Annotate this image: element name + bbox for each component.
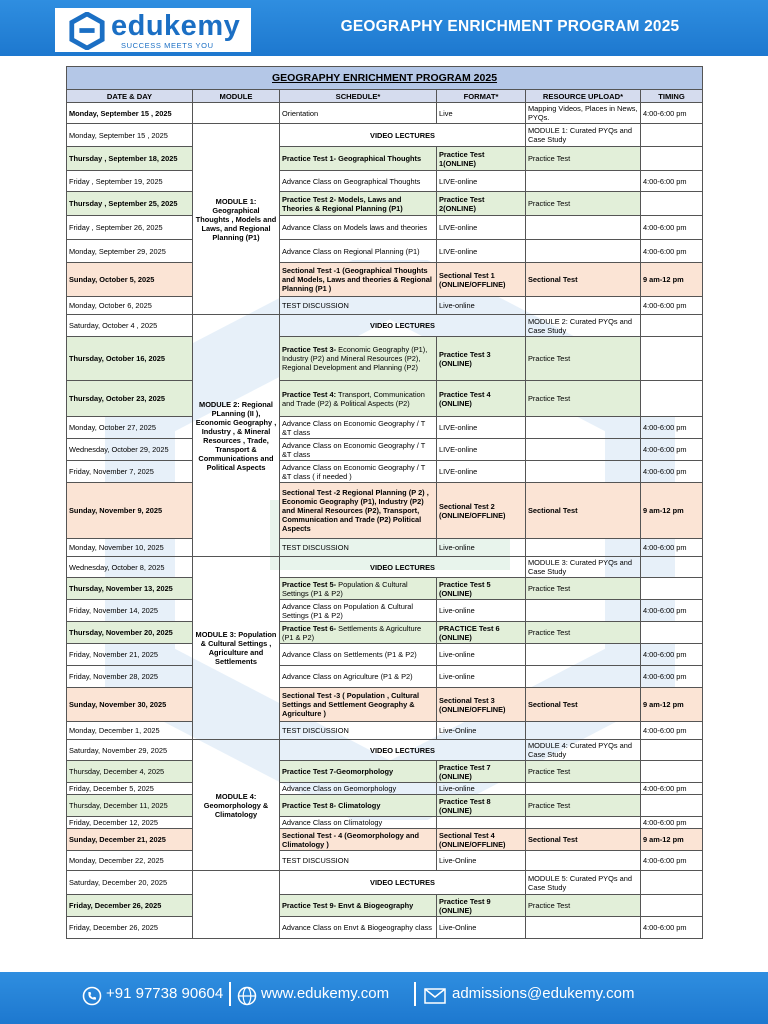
resource-cell: Sectional Test [526, 483, 641, 539]
resource-cell [526, 666, 641, 688]
format-cell: PRACTICE Test 6 (ONLINE) [437, 622, 526, 644]
table-row [67, 851, 703, 871]
footer-divider [229, 982, 231, 1006]
format-cell: LIVE-online [437, 417, 526, 439]
date-cell: Monday, September 15 , 2025 [67, 103, 193, 124]
timing-cell: 4:00-6:00 pm [641, 917, 703, 939]
resource-cell [526, 851, 641, 871]
date-cell: Wednesday, October 29, 2025 [67, 439, 193, 461]
resource-cell: Practice Test [526, 895, 641, 917]
format-cell: Practice Test 4 (ONLINE) [437, 381, 526, 417]
table-row [67, 417, 703, 439]
schedule-cell: TEST DISCUSSION [280, 297, 437, 315]
schedule-cell [280, 622, 437, 644]
timing-cell: 9 am-12 pm [641, 483, 703, 539]
table-row [67, 722, 703, 740]
schedule-text: Population & Cultural Settings (P1 & P2) [282, 579, 408, 598]
timing-cell [641, 740, 703, 761]
table-row [67, 600, 703, 622]
resource-cell: Practice Test [526, 381, 641, 417]
date-cell: Sunday, December 21, 2025 [67, 829, 193, 851]
schedule-cell: VIDEO LECTURES [280, 124, 526, 147]
timing-cell [641, 315, 703, 337]
date-cell: Friday, November 14, 2025 [67, 600, 193, 622]
schedule-cell: Advance Class on Models laws and theories [280, 216, 437, 240]
date-cell: Thursday, December 11, 2025 [67, 795, 193, 817]
resource-cell [526, 461, 641, 483]
table-row [67, 761, 703, 783]
schedule-cell: Practice Test 8- Climatology [280, 795, 437, 817]
schedule-cell [280, 337, 437, 381]
schedule-table [66, 66, 703, 939]
format-cell: Live-online [437, 297, 526, 315]
col-module: MODULE [193, 90, 280, 103]
schedule-cell: VIDEO LECTURES [280, 740, 526, 761]
format-cell: LIVE-online [437, 439, 526, 461]
resource-cell [526, 216, 641, 240]
resource-cell: MODULE 2: Curated PYQs and Case Study [526, 315, 641, 337]
date-cell: Monday, December 22, 2025 [67, 851, 193, 871]
schedule-cell: Sectional Test - 4 (Geomorphology and Climatology ) [280, 829, 437, 851]
timing-cell: 4:00-6:00 pm [641, 216, 703, 240]
module-1-cell: MODULE 1: Geographical Thoughts , Models and Laws, and Regional Planning (P1) [193, 124, 280, 315]
date-cell: Monday, September 29, 2025 [67, 240, 193, 263]
format-cell: Practice Test 8 (ONLINE) [437, 795, 526, 817]
table-row [67, 539, 703, 557]
date-cell: Thursday, December 4, 2025 [67, 761, 193, 783]
table-row [67, 439, 703, 461]
table-row [67, 829, 703, 851]
schedule-cell: Advance Class on Economic Geography / T &T class [280, 417, 437, 439]
mail-icon [424, 988, 446, 1004]
date-cell: Saturday, October 4 , 2025 [67, 315, 193, 337]
timing-cell [641, 895, 703, 917]
timing-cell: 4:00-6:00 pm [641, 722, 703, 740]
schedule-cell: Advance Class on Climatology [280, 817, 437, 829]
timing-cell: 4:00-6:00 pm [641, 539, 703, 557]
resource-cell: MODULE 3: Curated PYQs and Case Study [526, 557, 641, 578]
timing-cell: 9 am-12 pm [641, 829, 703, 851]
header-title: GEOGRAPHY ENRICHMENT PROGRAM 2025 [340, 18, 680, 35]
timing-cell [641, 578, 703, 600]
schedule-cell: Advance Class on Geomorphology [280, 783, 437, 795]
table-row [67, 795, 703, 817]
col-timing: TIMING [641, 90, 703, 103]
table-row [67, 297, 703, 315]
date-cell: Sunday, November 30, 2025 [67, 688, 193, 722]
resource-cell: Practice Test [526, 192, 641, 216]
resource-cell [526, 240, 641, 263]
date-cell: Friday, December 26, 2025 [67, 895, 193, 917]
table-row [67, 644, 703, 666]
format-cell: Practice Test 7 (ONLINE) [437, 761, 526, 783]
logo-tagline: SUCCESS MEETS YOU [121, 41, 214, 50]
table-row [67, 337, 703, 381]
date-cell: Friday, December 5, 2025 [67, 783, 193, 795]
table-row [67, 688, 703, 722]
table-row [67, 483, 703, 539]
header-bar [0, 0, 768, 56]
format-cell: Practice Test 9 (ONLINE) [437, 895, 526, 917]
table-row [67, 557, 703, 578]
table-row [67, 381, 703, 417]
timing-cell: 4:00-6:00 pm [641, 783, 703, 795]
resource-cell [526, 644, 641, 666]
date-cell: Monday, December 1, 2025 [67, 722, 193, 740]
resource-cell: MODULE 5: Curated PYQs and Case Study [526, 871, 641, 895]
resource-cell [526, 417, 641, 439]
format-cell: Live-online [437, 539, 526, 557]
schedule-cell [280, 578, 437, 600]
schedule-cell: Practice Test 2- Models, Laws and Theories & Regional Planning (P1) [280, 192, 437, 216]
date-cell: Friday , September 26, 2025 [67, 216, 193, 240]
schedule-title: Practice Test 3- [282, 345, 337, 354]
module-cell [193, 103, 280, 124]
resource-cell: Practice Test [526, 578, 641, 600]
col-schedule: SCHEDULE* [280, 90, 437, 103]
schedule-cell: Sectional Test -1 (Geographical Thoughts and Models, Laws and theories & Regional Planning (P1 ) [280, 263, 437, 297]
timing-cell [641, 557, 703, 578]
table-row [67, 871, 703, 895]
table-row [67, 103, 703, 124]
resource-cell [526, 817, 641, 829]
format-cell: Live-Online [437, 917, 526, 939]
table-row [67, 216, 703, 240]
resource-cell [526, 439, 641, 461]
schedule-title: Practice Test 5- [282, 579, 337, 589]
resource-cell: Sectional Test [526, 688, 641, 722]
timing-cell [641, 622, 703, 644]
table-row [67, 783, 703, 795]
module-2-cell: MODULE 2: Regional PLanning (II ), Economic Geography , Industry , & Mineral Resources , Trade, Transport & Communications and Political Aspects [193, 315, 280, 557]
date-cell: Friday, November 28, 2025 [67, 666, 193, 688]
timing-cell [641, 795, 703, 817]
table-row [67, 740, 703, 761]
date-cell: Friday, December 26, 2025 [67, 917, 193, 939]
schedule-cell: VIDEO LECTURES [280, 315, 526, 337]
footer-divider [414, 982, 416, 1006]
format-cell: Live-online [437, 600, 526, 622]
format-cell [437, 817, 526, 829]
resource-cell [526, 722, 641, 740]
table-row [67, 817, 703, 829]
schedule-cell: Sectional Test -3 ( Population , Cultural Settings and Settlement Geography & Agriculture ) [280, 688, 437, 722]
timing-cell: 4:00-6:00 pm [641, 644, 703, 666]
table-row [67, 622, 703, 644]
schedule-cell: TEST DISCUSSION [280, 851, 437, 871]
timing-cell: 4:00-6:00 pm [641, 600, 703, 622]
schedule-cell: Advance Class on Economic Geography / T &T class ( if needed ) [280, 461, 437, 483]
date-cell: Thursday, November 13, 2025 [67, 578, 193, 600]
schedule-cell: Practice Test 1- Geographical Thoughts [280, 147, 437, 171]
resource-cell: Sectional Test [526, 829, 641, 851]
table-row [67, 240, 703, 263]
timing-cell: 4:00-6:00 pm [641, 171, 703, 192]
resource-cell: Practice Test [526, 761, 641, 783]
timing-cell [641, 124, 703, 147]
format-cell: Live-online [437, 783, 526, 795]
schedule-cell: Sectional Test -2 Regional Planning (P 2) , Economic Geography (P1), Industry (P2) and Mineral Resources (P2), Transport, Communication and Trade (P2) Political Aspects [280, 483, 437, 539]
date-cell: Friday, November 21, 2025 [67, 644, 193, 666]
table-row [67, 461, 703, 483]
date-cell: Thursday, October 23, 2025 [67, 381, 193, 417]
table-row [67, 666, 703, 688]
table-row [67, 895, 703, 917]
table-row [67, 578, 703, 600]
date-cell: Monday, November 10, 2025 [67, 539, 193, 557]
resource-cell: MODULE 1: Curated PYQs and Case Study [526, 124, 641, 147]
date-cell: Monday, October 6, 2025 [67, 297, 193, 315]
timing-cell: 9 am-12 pm [641, 688, 703, 722]
format-cell: Practice Test 5 (ONLINE) [437, 578, 526, 600]
footer-website[interactable]: www.edukemy.com [261, 985, 390, 1002]
table-row [67, 917, 703, 939]
schedule-cell: Advance Class on Envt & Biogeography class [280, 917, 437, 939]
schedule-cell: TEST DISCUSSION [280, 722, 437, 740]
globe-icon [237, 986, 257, 1006]
col-format: FORMAT* [437, 90, 526, 103]
format-cell: Live-online [437, 644, 526, 666]
table-row [67, 315, 703, 337]
date-cell: Sunday, November 9, 2025 [67, 483, 193, 539]
logo[interactable] [55, 8, 251, 52]
date-cell: Monday, September 15 , 2025 [67, 124, 193, 147]
module-5-cell [193, 871, 280, 939]
resource-cell [526, 539, 641, 557]
table-header-row [67, 90, 703, 103]
timing-cell: 4:00-6:00 pm [641, 103, 703, 124]
table-row [67, 192, 703, 216]
schedule-cell: Advance Class on Settlements (P1 & P2) [280, 644, 437, 666]
format-cell: Live [437, 103, 526, 124]
format-cell: Sectional Test 4 (ONLINE/OFFLINE) [437, 829, 526, 851]
resource-cell: MODULE 4: Curated PYQs and Case Study [526, 740, 641, 761]
format-cell: LIVE-online [437, 461, 526, 483]
resource-cell: Sectional Test [526, 263, 641, 297]
schedule-cell: Advance Class on Regional Planning (P1) [280, 240, 437, 263]
schedule-cell: Practice Test 9- Envt & Biogeography [280, 895, 437, 917]
schedule-title: Practice Test 4: [282, 389, 337, 399]
date-cell: Thursday , September 18, 2025 [67, 147, 193, 171]
format-cell: Practice Test 1(ONLINE) [437, 147, 526, 171]
table-row [67, 147, 703, 171]
date-cell: Friday , September 19, 2025 [67, 171, 193, 192]
edukemy-logo-icon [68, 12, 106, 50]
module-4-cell: MODULE 4: Geomorphology & Climatology [193, 740, 280, 871]
schedule-cell: Advance Class on Economic Geography / T &T class [280, 439, 437, 461]
table-row [67, 171, 703, 192]
schedule-text: Economic Geography (P1), Industry (P2) and Mineral Resources (P2), Regional Development and Planning (P2) [282, 345, 428, 372]
schedule-text: Transport, Communication and Trade (P2) & Political Aspects (P2) [282, 389, 425, 408]
footer-phone[interactable]: +91 97738 90604 [106, 985, 224, 1002]
format-cell: LIVE-online [437, 240, 526, 263]
timing-cell: 4:00-6:00 pm [641, 817, 703, 829]
schedule-table-container [66, 66, 702, 939]
schedule-cell: Orientation [280, 103, 437, 124]
date-cell: Friday, November 7, 2025 [67, 461, 193, 483]
phone-icon [82, 986, 102, 1006]
timing-cell [641, 192, 703, 216]
col-resource: RESOURCE UPLOAD* [526, 90, 641, 103]
timing-cell [641, 147, 703, 171]
timing-cell: 4:00-6:00 pm [641, 461, 703, 483]
resource-cell: Practice Test [526, 622, 641, 644]
module-3-cell: MODULE 3: Population & Cultural Settings , Agriculture and Settlements [193, 557, 280, 740]
format-cell: Live-Online [437, 722, 526, 740]
schedule-cell: Advance Class on Agriculture (P1 & P2) [280, 666, 437, 688]
timing-cell: 4:00-6:00 pm [641, 417, 703, 439]
schedule-cell: Practice Test 7-Geomorphology [280, 761, 437, 783]
footer-bar [0, 972, 768, 1024]
timing-cell: 4:00-6:00 pm [641, 851, 703, 871]
resource-cell: Practice Test [526, 795, 641, 817]
table-row [67, 124, 703, 147]
format-cell: Practice Test 3 (ONLINE) [437, 337, 526, 381]
schedule-text: Settlements & Agriculture (P1 & P2) [282, 623, 422, 642]
schedule-cell: TEST DISCUSSION [280, 539, 437, 557]
format-cell: Live-Online [437, 851, 526, 871]
resource-cell: Practice Test [526, 147, 641, 171]
timing-cell [641, 871, 703, 895]
resource-cell: Mapping Videos, Places in News, PYQs. [526, 103, 641, 124]
resource-cell [526, 600, 641, 622]
resource-cell [526, 297, 641, 315]
timing-cell [641, 761, 703, 783]
timing-cell [641, 381, 703, 417]
format-cell: Sectional Test 3 (ONLINE/OFFLINE) [437, 688, 526, 722]
logo-text: edukemy [111, 10, 241, 42]
format-cell: LIVE-online [437, 171, 526, 192]
table-title: GEOGRAPHY ENRICHMENT PROGRAM 2025 [67, 67, 703, 90]
date-cell: Thursday , September 25, 2025 [67, 192, 193, 216]
timing-cell: 4:00-6:00 pm [641, 297, 703, 315]
table-row [67, 263, 703, 297]
timing-cell: 4:00-6:00 pm [641, 666, 703, 688]
date-cell: Monday, October 27, 2025 [67, 417, 193, 439]
timing-cell [641, 337, 703, 381]
schedule-title: Practice Test 6- [282, 623, 337, 633]
timing-cell: 9 am-12 pm [641, 263, 703, 297]
format-cell: Practice Test 2(ONLINE) [437, 192, 526, 216]
timing-cell: 4:00-6:00 pm [641, 240, 703, 263]
timing-cell: 4:00-6:00 pm [641, 439, 703, 461]
col-date: DATE & DAY [67, 90, 193, 103]
date-cell: Wednesday, October 8, 2025 [67, 557, 193, 578]
schedule-cell: Advance Class on Population & Cultural Settings (P1 & P2) [280, 600, 437, 622]
date-cell: Thursday, October 16, 2025 [67, 337, 193, 381]
format-cell: Sectional Test 1 (ONLINE/OFFLINE) [437, 263, 526, 297]
date-cell: Thursday, November 20, 2025 [67, 622, 193, 644]
format-cell: Live-online [437, 666, 526, 688]
date-cell: Saturday, November 29, 2025 [67, 740, 193, 761]
schedule-cell: Advance Class on Geographical Thoughts [280, 171, 437, 192]
date-cell: Sunday, October 5, 2025 [67, 263, 193, 297]
format-cell: Sectional Test 2 (ONLINE/OFFLINE) [437, 483, 526, 539]
schedule-cell [280, 381, 437, 417]
format-cell: LIVE-online [437, 216, 526, 240]
resource-cell [526, 171, 641, 192]
resource-cell [526, 783, 641, 795]
schedule-cell: VIDEO LECTURES [280, 557, 526, 578]
schedule-cell: VIDEO LECTURES [280, 871, 526, 895]
resource-cell: Practice Test [526, 337, 641, 381]
date-cell: Friday, December 12, 2025 [67, 817, 193, 829]
footer-email[interactable]: admissions@edukemy.com [452, 985, 635, 1002]
date-cell: Saturday, December 20, 2025 [67, 871, 193, 895]
resource-cell [526, 917, 641, 939]
